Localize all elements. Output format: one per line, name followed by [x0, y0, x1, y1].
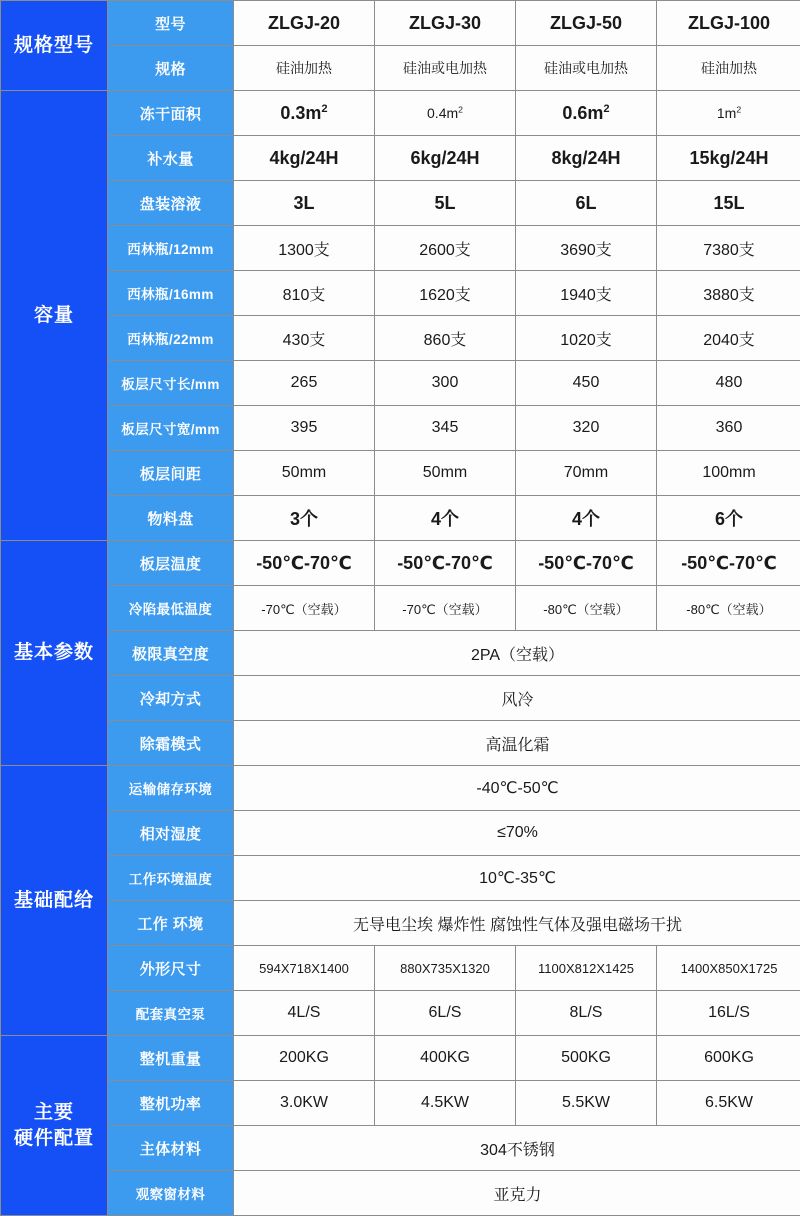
value-text: 0.3m [280, 102, 322, 123]
cell-vial-16mm-2: 1620支 [375, 271, 516, 316]
row-label-shelf-width: 板层尺寸宽/mm [108, 406, 234, 451]
cell-total-power-4: 6.5KW [657, 1081, 800, 1126]
table-row [1, 676, 800, 721]
value-text: 0.4m [427, 105, 459, 121]
cell-body-material-merged: 304不锈钢 [234, 1126, 800, 1171]
row-label-vial-22mm: 西林瓶/22mm [108, 316, 234, 361]
cell-vial-22mm-3: 1020支 [516, 316, 657, 361]
table-row [1, 1, 800, 46]
table-row [1, 1171, 800, 1216]
cell-model-zlgj20: ZLGJ-20 [234, 1, 375, 46]
cell-shelf-temperature-4: -50℃-70℃ [657, 541, 800, 586]
cell-specification-2: 硅油或电加热 [375, 46, 516, 91]
unit-superscript: 2 [603, 102, 610, 115]
table-row [1, 1126, 800, 1171]
unit-superscript: 2 [321, 102, 328, 115]
row-label-vial-16mm: 西林瓶/16mm [108, 271, 234, 316]
row-label-shelf-spacing: 板层间距 [108, 451, 234, 496]
cell-freeze-dry-area-2 [375, 91, 516, 136]
cell-vial-16mm-1: 810支 [234, 271, 375, 316]
cell-total-power-3: 5.5KW [516, 1081, 657, 1126]
group-label-spec-model: 规格型号 [1, 1, 108, 91]
cell-vial-22mm-2: 860支 [375, 316, 516, 361]
cell-overall-dimensions-2: 880X735X1320 [375, 946, 516, 991]
cell-total-weight-4: 600KG [657, 1036, 800, 1081]
cell-window-material-merged: 亚克力 [234, 1171, 800, 1216]
cell-cold-trap-min-temperature-2: -70℃（空载） [375, 586, 516, 631]
cell-overall-dimensions-3: 1100X812X1425 [516, 946, 657, 991]
row-label-total-weight: 整机重量 [108, 1036, 234, 1081]
cell-tray-solution-4: 15L [657, 181, 800, 226]
value-text: 1m [716, 105, 737, 121]
cell-shelf-width-2: 345 [375, 406, 516, 451]
cell-vacuum-pump-3: 8L/S [516, 991, 657, 1036]
cell-cold-trap-min-temperature-3: -80℃（空载） [516, 586, 657, 631]
cell-relative-humidity-merged: ≤70% [234, 811, 800, 856]
cell-total-weight-2: 400KG [375, 1036, 516, 1081]
cell-shelf-temperature-2: -50℃-70℃ [375, 541, 516, 586]
cell-vial-16mm-4: 3880支 [657, 271, 800, 316]
cell-defrost-mode-merged: 高温化霜 [234, 721, 800, 766]
cell-tray-solution-2: 5L [375, 181, 516, 226]
cell-shelf-temperature-3: -50℃-70℃ [516, 541, 657, 586]
row-label-vacuum-pump: 配套真空泵 [108, 991, 234, 1036]
table-row [1, 586, 800, 631]
cell-cooling-method-merged: 风冷 [234, 676, 800, 721]
row-label-freeze-dry-area: 冻干面积 [108, 91, 234, 136]
cell-total-power-1: 3.0KW [234, 1081, 375, 1126]
table-row [1, 721, 800, 766]
row-label-specification: 规格 [108, 46, 234, 91]
cell-specification-4: 硅油加热 [657, 46, 800, 91]
cell-shelf-length-3: 450 [516, 361, 657, 406]
cell-ultimate-vacuum-merged: 2PA（空载） [234, 631, 800, 676]
cell-vacuum-pump-4: 16L/S [657, 991, 800, 1036]
cell-shelf-length-1: 265 [234, 361, 375, 406]
row-label-material-tray: 物料盘 [108, 496, 234, 541]
unit-superscript: 2 [736, 104, 742, 115]
cell-model-zlgj100: ZLGJ-100 [657, 1, 800, 46]
value-text: 0.6m [562, 102, 604, 123]
table-row [1, 856, 800, 901]
table-row [1, 361, 800, 406]
table-row [1, 91, 800, 136]
cell-freeze-dry-area-3 [516, 91, 657, 136]
cell-working-env-temperature-merged: 10℃-35℃ [234, 856, 800, 901]
cell-model-zlgj30: ZLGJ-30 [375, 1, 516, 46]
cell-model-zlgj50: ZLGJ-50 [516, 1, 657, 46]
row-label-cold-trap-min-temperature: 冷陷最低温度 [108, 586, 234, 631]
table-row [1, 541, 800, 586]
table-row [1, 46, 800, 91]
cell-water-replenishment-1: 4kg/24H [234, 136, 375, 181]
cell-shelf-spacing-2: 50mm [375, 451, 516, 496]
row-label-cooling-method: 冷却方式 [108, 676, 234, 721]
cell-cold-trap-min-temperature-1: -70℃（空载） [234, 586, 375, 631]
cell-vial-12mm-2: 2600支 [375, 226, 516, 271]
cell-shelf-length-2: 300 [375, 361, 516, 406]
row-label-model: 型号 [108, 1, 234, 46]
cell-vacuum-pump-2: 6L/S [375, 991, 516, 1036]
cell-material-tray-1: 3个 [234, 496, 375, 541]
cell-tray-solution-3: 6L [516, 181, 657, 226]
cell-tray-solution-1: 3L [234, 181, 375, 226]
row-label-defrost-mode: 除霜模式 [108, 721, 234, 766]
row-label-vial-12mm: 西林瓶/12mm [108, 226, 234, 271]
cell-working-environment-merged: 无导电尘埃 爆炸性 腐蚀性气体及强电磁场干扰 [234, 901, 800, 946]
cell-shelf-width-4: 360 [657, 406, 800, 451]
row-label-total-power: 整机功率 [108, 1081, 234, 1126]
cell-total-weight-3: 500KG [516, 1036, 657, 1081]
table-row [1, 406, 800, 451]
row-label-body-material: 主体材料 [108, 1126, 234, 1171]
table-row [1, 496, 800, 541]
table-row [1, 1036, 800, 1081]
table-row [1, 901, 800, 946]
table-row [1, 271, 800, 316]
row-label-working-environment: 工作 环境 [108, 901, 234, 946]
cell-specification-1: 硅油加热 [234, 46, 375, 91]
cell-shelf-spacing-1: 50mm [234, 451, 375, 496]
cell-shelf-width-1: 395 [234, 406, 375, 451]
cell-vial-16mm-3: 1940支 [516, 271, 657, 316]
cell-shelf-spacing-4: 100mm [657, 451, 800, 496]
table-row [1, 181, 800, 226]
row-label-water-replenishment: 补水量 [108, 136, 234, 181]
cell-shelf-temperature-1: -50℃-70℃ [234, 541, 375, 586]
table-row [1, 316, 800, 361]
cell-shelf-length-4: 480 [657, 361, 800, 406]
cell-vial-12mm-4: 7380支 [657, 226, 800, 271]
table-row [1, 946, 800, 991]
cell-vial-12mm-3: 3690支 [516, 226, 657, 271]
cell-water-replenishment-4: 15kg/24H [657, 136, 800, 181]
row-label-window-material: 观察窗材料 [108, 1171, 234, 1216]
cell-water-replenishment-2: 6kg/24H [375, 136, 516, 181]
row-label-overall-dimensions: 外形尺寸 [108, 946, 234, 991]
table-row [1, 136, 800, 181]
cell-vial-22mm-4: 2040支 [657, 316, 800, 361]
group-label-capacity: 容量 [1, 91, 108, 541]
cell-freeze-dry-area-4 [657, 91, 800, 136]
cell-vial-12mm-1: 1300支 [234, 226, 375, 271]
cell-overall-dimensions-4: 1400X850X1725 [657, 946, 800, 991]
cell-shelf-width-3: 320 [516, 406, 657, 451]
cell-material-tray-4: 6个 [657, 496, 800, 541]
row-label-tray-solution: 盘装溶液 [108, 181, 234, 226]
cell-specification-3: 硅油或电加热 [516, 46, 657, 91]
cell-cold-trap-min-temperature-4: -80℃（空载） [657, 586, 800, 631]
cell-vacuum-pump-1: 4L/S [234, 991, 375, 1036]
table-row [1, 631, 800, 676]
row-label-transport-storage-env: 运输储存环境 [108, 766, 234, 811]
cell-material-tray-3: 4个 [516, 496, 657, 541]
row-label-ultimate-vacuum: 极限真空度 [108, 631, 234, 676]
group-label-main-hardware-config: 主要 硬件配置 [1, 1036, 108, 1216]
row-label-shelf-length: 板层尺寸长/mm [108, 361, 234, 406]
group-label-basic-parameters: 基本参数 [1, 541, 108, 766]
table-row [1, 1081, 800, 1126]
cell-overall-dimensions-1: 594X718X1400 [234, 946, 375, 991]
table-row [1, 451, 800, 496]
row-label-shelf-temperature: 板层温度 [108, 541, 234, 586]
cell-vial-22mm-1: 430支 [234, 316, 375, 361]
cell-freeze-dry-area-1 [234, 91, 375, 136]
table-row [1, 811, 800, 856]
row-label-relative-humidity: 相对湿度 [108, 811, 234, 856]
table-row [1, 766, 800, 811]
cell-shelf-spacing-3: 70mm [516, 451, 657, 496]
cell-transport-storage-env-merged: -40℃-50℃ [234, 766, 800, 811]
row-label-working-env-temperature: 工作环境温度 [108, 856, 234, 901]
cell-material-tray-2: 4个 [375, 496, 516, 541]
cell-total-power-2: 4.5KW [375, 1081, 516, 1126]
cell-total-weight-1: 200KG [234, 1036, 375, 1081]
table-row [1, 991, 800, 1036]
unit-superscript: 2 [458, 104, 463, 115]
cell-water-replenishment-3: 8kg/24H [516, 136, 657, 181]
group-label-basic-provisions: 基础配给 [1, 766, 108, 1036]
table-row [1, 226, 800, 271]
